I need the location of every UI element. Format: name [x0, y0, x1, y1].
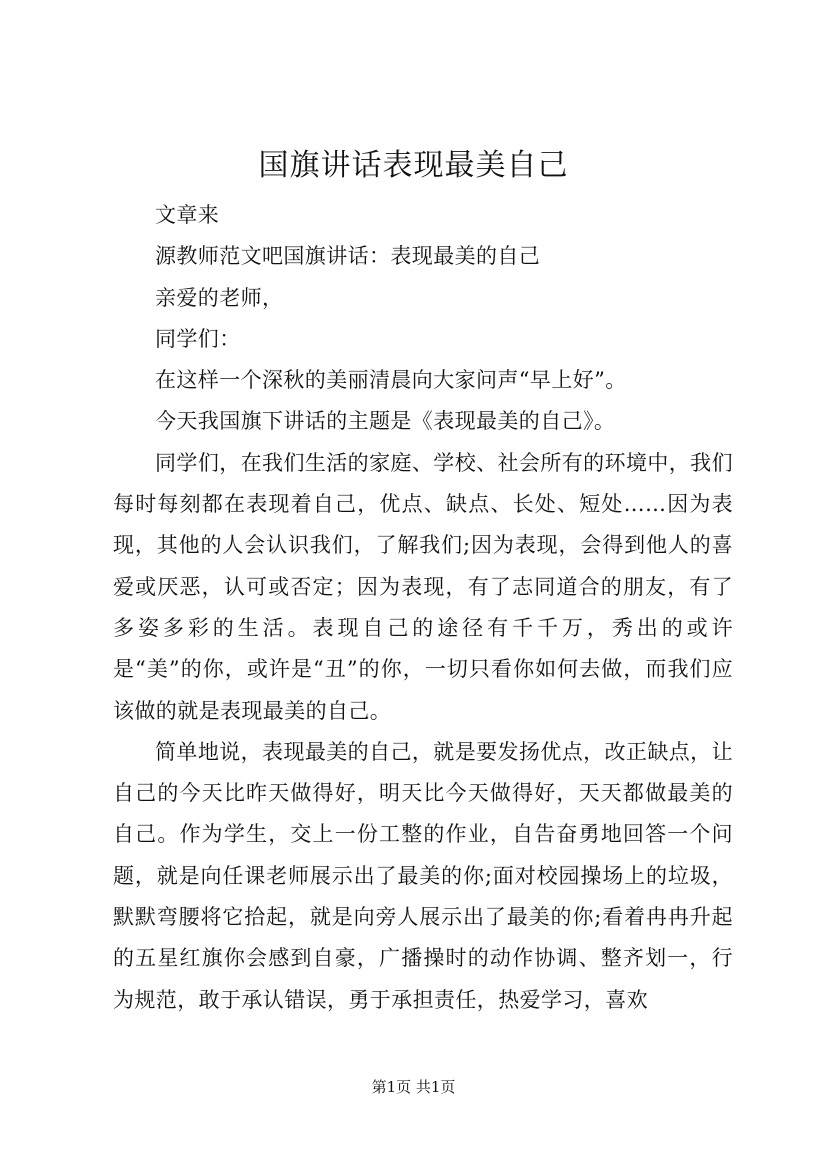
paragraph: 今天我国旗下讲话的主题是《表现最美的自己》。 — [155, 409, 616, 434]
paragraph: 同学们： — [155, 326, 241, 351]
paragraph: 简单地说，表现最美的自己，就是要发扬优点，改正缺点，让自己的今天比昨天做得好，明天比今天做得好，天天都做最美的自己。作为学生，交上一份工整的作业，自告奋勇地回答一个问题，就是向任课老师展示出了最美的你;面对校园操场上的垃圾，默默弯腰将它拾起，就是向旁人展示出了最美的你;看着冉冉升起的五星红旗你会感到自豪，广播操时的动作协调、整齐划一，行为规范，敢于承认错误，勇于承担责任，热爱学习，喜欢 — [113, 739, 733, 1012]
document-title: 国旗讲话表现最美自己 — [258, 148, 569, 183]
paragraph: 亲爱的老师， — [155, 285, 284, 310]
paragraph: 文章来 — [155, 203, 220, 227]
page-footer: 第1页 共1页 — [371, 1078, 456, 1096]
paragraph: 在这样一个深秋的美丽清晨向大家问声“早上好”。 — [155, 368, 627, 393]
paragraph: 同学们，在我们生活的家庭、学校、社会所有的环境中，我们每时每刻都在表现着自己，优点、缺点、长处、短处……因为表现，其他的人会认识我们，了解我们;因为表现，会得到他人的喜爱或厌恶，认可或否定；因为表现，有了志同道合的朋友，有了多姿多彩的生活。表现自己的途径有千千万，秀出的或许是“美”的你，或许是“丑”的你，一切只看你如何去做，而我们应该做的就是表现最美的自己。 — [113, 450, 733, 723]
document-body — [113, 195, 733, 1021]
paragraph: 源教师范文吧国旗讲话：表现最美的自己 — [155, 244, 541, 269]
